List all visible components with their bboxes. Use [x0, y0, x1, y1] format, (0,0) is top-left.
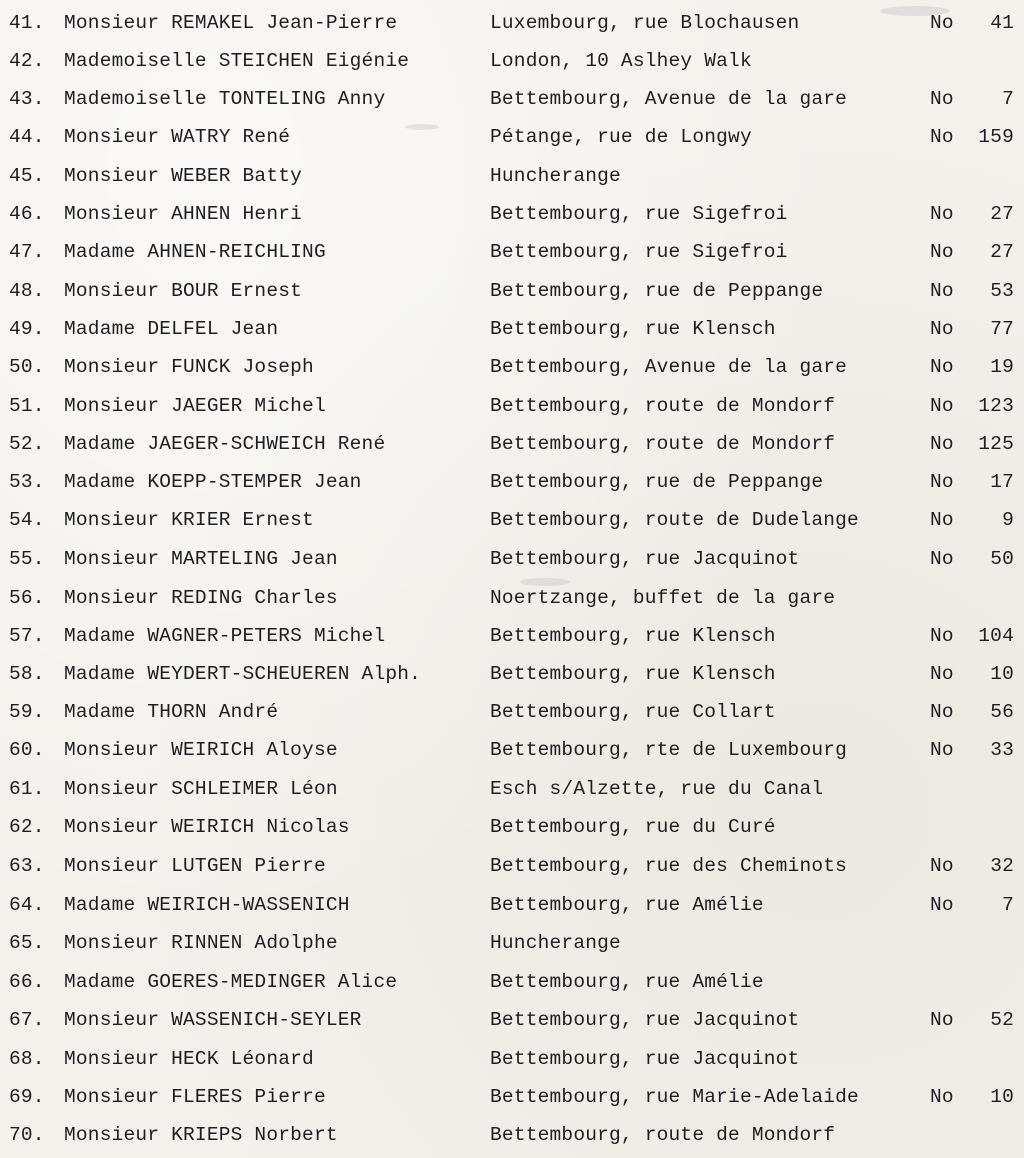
entry-name: Madame WEIRICH-WASSENICH [64, 894, 350, 916]
entry-name: Madame KOEPP-STEMPER Jean [64, 471, 362, 493]
list-item [0, 387, 1024, 425]
entry-name: Monsieur WEBER Batty [64, 165, 303, 187]
entry-address: Bettembourg, rue Amélie [490, 894, 764, 916]
list-item [0, 731, 1024, 769]
list-item [0, 501, 1024, 539]
entry-address: Bettembourg, route de Mondorf [490, 395, 836, 417]
entry-number: 70. [9, 1124, 45, 1146]
entry-no-label: No [930, 855, 954, 877]
entry-address: Bettembourg, rue du Curé [490, 816, 776, 838]
entry-address: Bettembourg, rue de Peppange [490, 471, 824, 493]
entry-address: Esch s/Alzette, rue du Canal [490, 778, 824, 800]
entry-no-label: No [930, 701, 954, 723]
entry-name: Monsieur KRIER Ernest [64, 509, 314, 531]
entry-no-label: No [930, 395, 954, 417]
entry-address: Bettembourg, Avenue de la gare [490, 356, 848, 378]
entry-name: Monsieur JAEGER Michel [64, 395, 326, 417]
entry-house-number: 27 [990, 203, 1014, 225]
list-item [0, 1116, 1024, 1154]
entry-number: 69. [9, 1086, 45, 1108]
entry-number: 65. [9, 932, 45, 954]
list-item [0, 118, 1024, 156]
entry-name: Monsieur REMAKEL Jean-Pierre [64, 12, 398, 34]
list-item [0, 847, 1024, 885]
list-item [0, 963, 1024, 1001]
entry-address: Bettembourg, rue Klensch [490, 318, 776, 340]
entry-name: Monsieur FLERES Pierre [64, 1086, 326, 1108]
entry-name: Monsieur WATRY René [64, 126, 291, 148]
list-item [0, 617, 1024, 655]
entry-house-number: 123 [978, 395, 1014, 417]
entry-no-label: No [930, 1086, 954, 1108]
list-item [0, 463, 1024, 501]
list-item [0, 233, 1024, 271]
entry-number: 52. [9, 433, 45, 455]
list-item [0, 42, 1024, 80]
entry-address: Bettembourg, rue Sigefroi [490, 203, 788, 225]
entry-house-number: 17 [990, 471, 1014, 493]
entry-name: Monsieur MARTELING Jean [64, 548, 338, 570]
entry-number: 67. [9, 1009, 45, 1031]
entry-number: 42. [9, 50, 45, 72]
entry-address: Bettembourg, rue Marie-Adelaide [490, 1086, 859, 1108]
entry-address: Bettembourg, rue Jacquinot [490, 1009, 800, 1031]
entry-no-label: No [930, 509, 954, 531]
entry-house-number: 41 [990, 12, 1014, 34]
entry-number: 48. [9, 280, 45, 302]
entry-number: 50. [9, 356, 45, 378]
entry-no-label: No [930, 12, 954, 34]
entry-name: Monsieur REDING Charles [64, 587, 338, 609]
entry-no-label: No [930, 126, 954, 148]
list-item [0, 808, 1024, 846]
entry-name: Madame JAEGER-SCHWEICH René [64, 433, 386, 455]
entry-number: 58. [9, 663, 45, 685]
entry-name: Madame GOERES-MEDINGER Alice [64, 971, 398, 993]
list-item [0, 4, 1024, 42]
entry-number: 64. [9, 894, 45, 916]
entry-number: 62. [9, 816, 45, 838]
entry-address: Bettembourg, rue Jacquinot [490, 548, 800, 570]
entry-address: Huncherange [490, 165, 621, 187]
entry-house-number: 52 [990, 1009, 1014, 1031]
list-item [0, 886, 1024, 924]
entry-number: 49. [9, 318, 45, 340]
entry-address: Bettembourg, rue Amélie [490, 971, 764, 993]
entry-no-label: No [930, 471, 954, 493]
entry-address: Bettembourg, Avenue de la gare [490, 88, 848, 110]
entry-no-label: No [930, 433, 954, 455]
entry-number: 44. [9, 126, 45, 148]
entry-house-number: 19 [990, 356, 1014, 378]
list-item [0, 310, 1024, 348]
entry-address: Bettembourg, rue Klensch [490, 625, 776, 647]
entry-house-number: 159 [978, 126, 1014, 148]
entry-name: Madame THORN André [64, 701, 279, 723]
entry-house-number: 125 [978, 433, 1014, 455]
list-item [0, 80, 1024, 118]
entry-number: 59. [9, 701, 45, 723]
entry-no-label: No [930, 548, 954, 570]
entry-address: Bettembourg, route de Mondorf [490, 1124, 836, 1146]
entry-address: Pétange, rue de Longwy [490, 126, 752, 148]
entry-number: 45. [9, 165, 45, 187]
entry-no-label: No [930, 203, 954, 225]
entry-address: Bettembourg, route de Dudelange [490, 509, 859, 531]
entry-address: London, 10 Aslhey Walk [490, 50, 752, 72]
entry-house-number: 32 [990, 855, 1014, 877]
entry-number: 61. [9, 778, 45, 800]
entry-number: 56. [9, 587, 45, 609]
entry-address: Luxembourg, rue Blochausen [490, 12, 800, 34]
entry-number: 47. [9, 241, 45, 263]
list-item [0, 1040, 1024, 1078]
entry-name: Monsieur AHNEN Henri [64, 203, 303, 225]
entry-house-number: 56 [990, 701, 1014, 723]
entry-no-label: No [930, 280, 954, 302]
entry-number: 53. [9, 471, 45, 493]
entry-name: Madame AHNEN-REICHLING [64, 241, 326, 263]
list-item [0, 579, 1024, 617]
entry-no-label: No [930, 894, 954, 916]
list-item [0, 348, 1024, 386]
entry-number: 57. [9, 625, 45, 647]
entry-address: Bettembourg, rue Collart [490, 701, 776, 723]
entry-house-number: 27 [990, 241, 1014, 263]
entry-name: Madame WAGNER-PETERS Michel [64, 625, 386, 647]
list-item [0, 425, 1024, 463]
entry-no-label: No [930, 356, 954, 378]
entry-name: Monsieur WASSENICH-SEYLER [64, 1009, 362, 1031]
entry-name: Mademoiselle STEICHEN Eigénie [64, 50, 410, 72]
entry-number: 66. [9, 971, 45, 993]
list-item [0, 1001, 1024, 1039]
entry-number: 46. [9, 203, 45, 225]
list-item [0, 655, 1024, 693]
entry-address: Noertzange, buffet de la gare [490, 587, 836, 609]
entry-no-label: No [930, 241, 954, 263]
entry-house-number: 104 [978, 625, 1014, 647]
entry-house-number: 10 [990, 1086, 1014, 1108]
entry-number: 43. [9, 88, 45, 110]
entry-address: Bettembourg, route de Mondorf [490, 433, 836, 455]
entry-house-number: 33 [990, 739, 1014, 761]
list-item [0, 924, 1024, 962]
entry-address: Huncherange [490, 932, 621, 954]
entry-no-label: No [930, 88, 954, 110]
entry-house-number: 50 [990, 548, 1014, 570]
entry-name: Madame WEYDERT-SCHEUEREN Alph. [64, 663, 422, 685]
entry-house-number: 7 [1002, 88, 1014, 110]
list-item [0, 540, 1024, 578]
entry-name: Madame DELFEL Jean [64, 318, 279, 340]
entry-house-number: 9 [1002, 509, 1014, 531]
entry-no-label: No [930, 663, 954, 685]
entry-name: Monsieur WEIRICH Aloyse [64, 739, 338, 761]
entry-name: Monsieur LUTGEN Pierre [64, 855, 326, 877]
list-item [0, 157, 1024, 195]
entry-address: Bettembourg, rte de Luxembourg [490, 739, 848, 761]
entry-no-label: No [930, 1009, 954, 1031]
entry-address: Bettembourg, rue Klensch [490, 663, 776, 685]
list-item [0, 693, 1024, 731]
entry-number: 55. [9, 548, 45, 570]
entry-number: 54. [9, 509, 45, 531]
list-item [0, 770, 1024, 808]
entry-address: Bettembourg, rue de Peppange [490, 280, 824, 302]
entry-name: Monsieur BOUR Ernest [64, 280, 303, 302]
entry-name: Monsieur SCHLEIMER Léon [64, 778, 338, 800]
entry-name: Monsieur FUNCK Joseph [64, 356, 314, 378]
entry-no-label: No [930, 625, 954, 647]
entry-number: 63. [9, 855, 45, 877]
entry-name: Monsieur HECK Léonard [64, 1048, 314, 1070]
entry-no-label: No [930, 739, 954, 761]
entry-number: 41. [9, 12, 45, 34]
entry-house-number: 10 [990, 663, 1014, 685]
entry-name: Monsieur RINNEN Adolphe [64, 932, 338, 954]
entry-house-number: 77 [990, 318, 1014, 340]
entry-house-number: 53 [990, 280, 1014, 302]
entry-address: Bettembourg, rue Sigefroi [490, 241, 788, 263]
entry-name: Monsieur WEIRICH Nicolas [64, 816, 350, 838]
list-item [0, 272, 1024, 310]
entry-no-label: No [930, 318, 954, 340]
list-item [0, 195, 1024, 233]
entry-address: Bettembourg, rue Jacquinot [490, 1048, 800, 1070]
list-item [0, 1078, 1024, 1116]
entry-number: 68. [9, 1048, 45, 1070]
entry-address: Bettembourg, rue des Cheminots [490, 855, 848, 877]
entry-name: Monsieur KRIEPS Norbert [64, 1124, 338, 1146]
entry-number: 51. [9, 395, 45, 417]
entry-number: 60. [9, 739, 45, 761]
entry-name: Mademoiselle TONTELING Anny [64, 88, 386, 110]
entry-house-number: 7 [1002, 894, 1014, 916]
